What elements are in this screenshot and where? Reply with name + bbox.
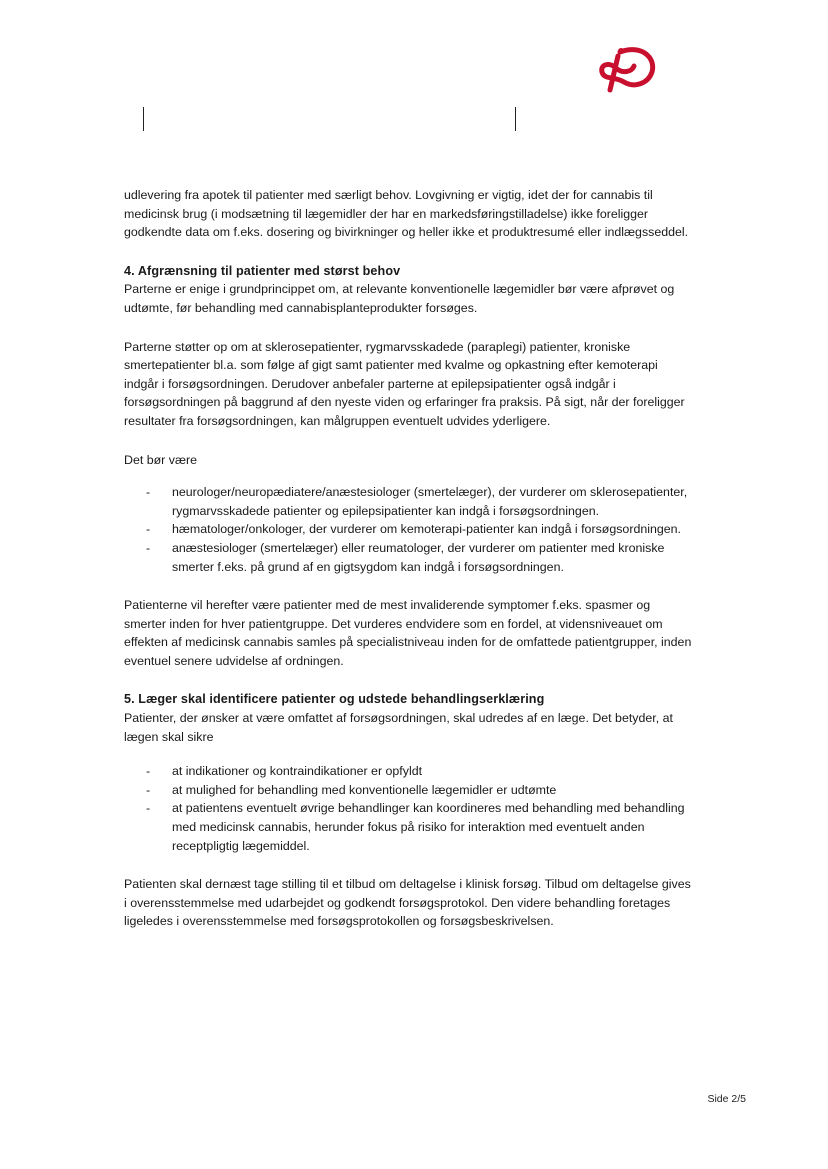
dash-bullet: - [146, 522, 151, 537]
dash-bullet: - [146, 782, 151, 797]
dash-bullet: - [146, 801, 151, 816]
list-item-text: hæmatologer/onkologer, der vurderer om kemoterapi-patienter kan indgå i forsøgsordningen. [172, 522, 681, 537]
left-margin-mark [143, 107, 144, 131]
dash-bullet: - [146, 485, 151, 500]
right-margin-mark [515, 107, 516, 131]
list-item [124, 799, 694, 855]
section-4-paragraph-3: Det bør være [124, 452, 197, 467]
list-item [124, 781, 694, 800]
intro-paragraph: udlevering fra apotek til patienter med særligt behov. Lovgivning er vigtig, idet der for cannabis til medicinsk brug (i modsætning til lægemidler der har en markedsføringstilladelse) ikke foreligger godkendte data om f.eks. dosering og bivirkninger og heller ikke et produktresumé eller indlægsseddel. [124, 188, 689, 240]
section-4-paragraph-4: Patienterne vil herefter være patienter med de mest invaliderende symptomer f.eks. spasmer og smerter inden for hver patientgruppe. Det vurderes endvidere som en fordel, at vidensniveauet om effekten af medicinsk cannabis samles på specialistniveau inden for de omfattede patientgrupper, inden eventuel senere udvidelse af ordningen. [124, 598, 692, 668]
serpent-staff-logo-icon [590, 42, 660, 94]
section-5-paragraph-2: Patienten skal dernæst tage stilling til et tilbud om deltagelse i klinisk forsøg. Tilbud om deltagelse gives i overensstemmelse med udarbejdet og godkendt forsøgsprotokol. Den videre behandling foretages ligeledes i overensstemmelse med forsøgsprotokollen og forsøgsbeskrivelsen. [124, 877, 691, 929]
list-item [124, 539, 694, 576]
list-item-text: at mulighed for behandling med konventionelle lægemidler er udtømte [172, 782, 557, 797]
section-5-list [124, 762, 694, 855]
list-item-text: anæstesiologer (smertelæger) eller reumatologer, der vurderer om patienter med kroniske smerter f.eks. på grund af en gigtsygdom kan indgå i forsøgsordningen. [172, 540, 665, 574]
document-body [124, 186, 694, 951]
section-4-heading: 4. Afgrænsning til patienter med størst behov [124, 263, 401, 278]
list-item-text: at indikationer og kontraindikationer er opfyldt [172, 764, 423, 779]
list-item [124, 483, 694, 520]
section-5-heading: 5. Læger skal identificere patienter og udstede behandlingserklæring [124, 692, 545, 707]
dash-bullet: - [146, 764, 151, 779]
list-item-text: at patientens eventuelt øvrige behandlinger kan koordineres med behandling med behandling med medicinsk cannabis, herunder fokus på risiko for interaktion med eventuelt anden receptpligtig lægemiddel. [172, 801, 685, 853]
section-5-paragraph-1: Patienter, der ønsker at være omfattet af forsøgsordningen, skal udredes af en læge. Det betyder, at lægen skal sikre [124, 711, 673, 744]
section-4-paragraph-1: Parterne er enige i grundprincippet om, at relevante konventionelle lægemidler bør være afprøvet og udtømte, før behandling med cannabisplanteprodukter forsøges. [124, 282, 675, 315]
list-item [124, 762, 694, 781]
list-item [124, 520, 694, 539]
list-item-text: neurologer/neuropædiatere/anæstesiologer (smertelæger), der vurderer om sklerosepatienter, rygmarvsskadede patienter og epilepsipatienter kan indgå i forsøgsordningen. [172, 485, 688, 518]
page-number: Side 2/5 [707, 1093, 746, 1105]
section-4-list [124, 483, 694, 576]
section-4-paragraph-2: Parterne støtter op om at sklerosepatienter, rygmarvsskadede (paraplegi) patienter, kroniske smertepatienter bl.a. som følge af gigt samt patienter med kvalme og opkastning efter kemoterapi indgår i forsøgsordningen. Derudover anbefaler parterne at epilepsipatienter også indgår i forsøgsordningen på baggrund af den nyeste viden og erfaringer fra praksis. På sigt, når der foreligger resultater fra forsøgsordningen, kan målgruppen eventuelt udvides yderligere. [124, 339, 685, 428]
dash-bullet: - [146, 540, 151, 555]
